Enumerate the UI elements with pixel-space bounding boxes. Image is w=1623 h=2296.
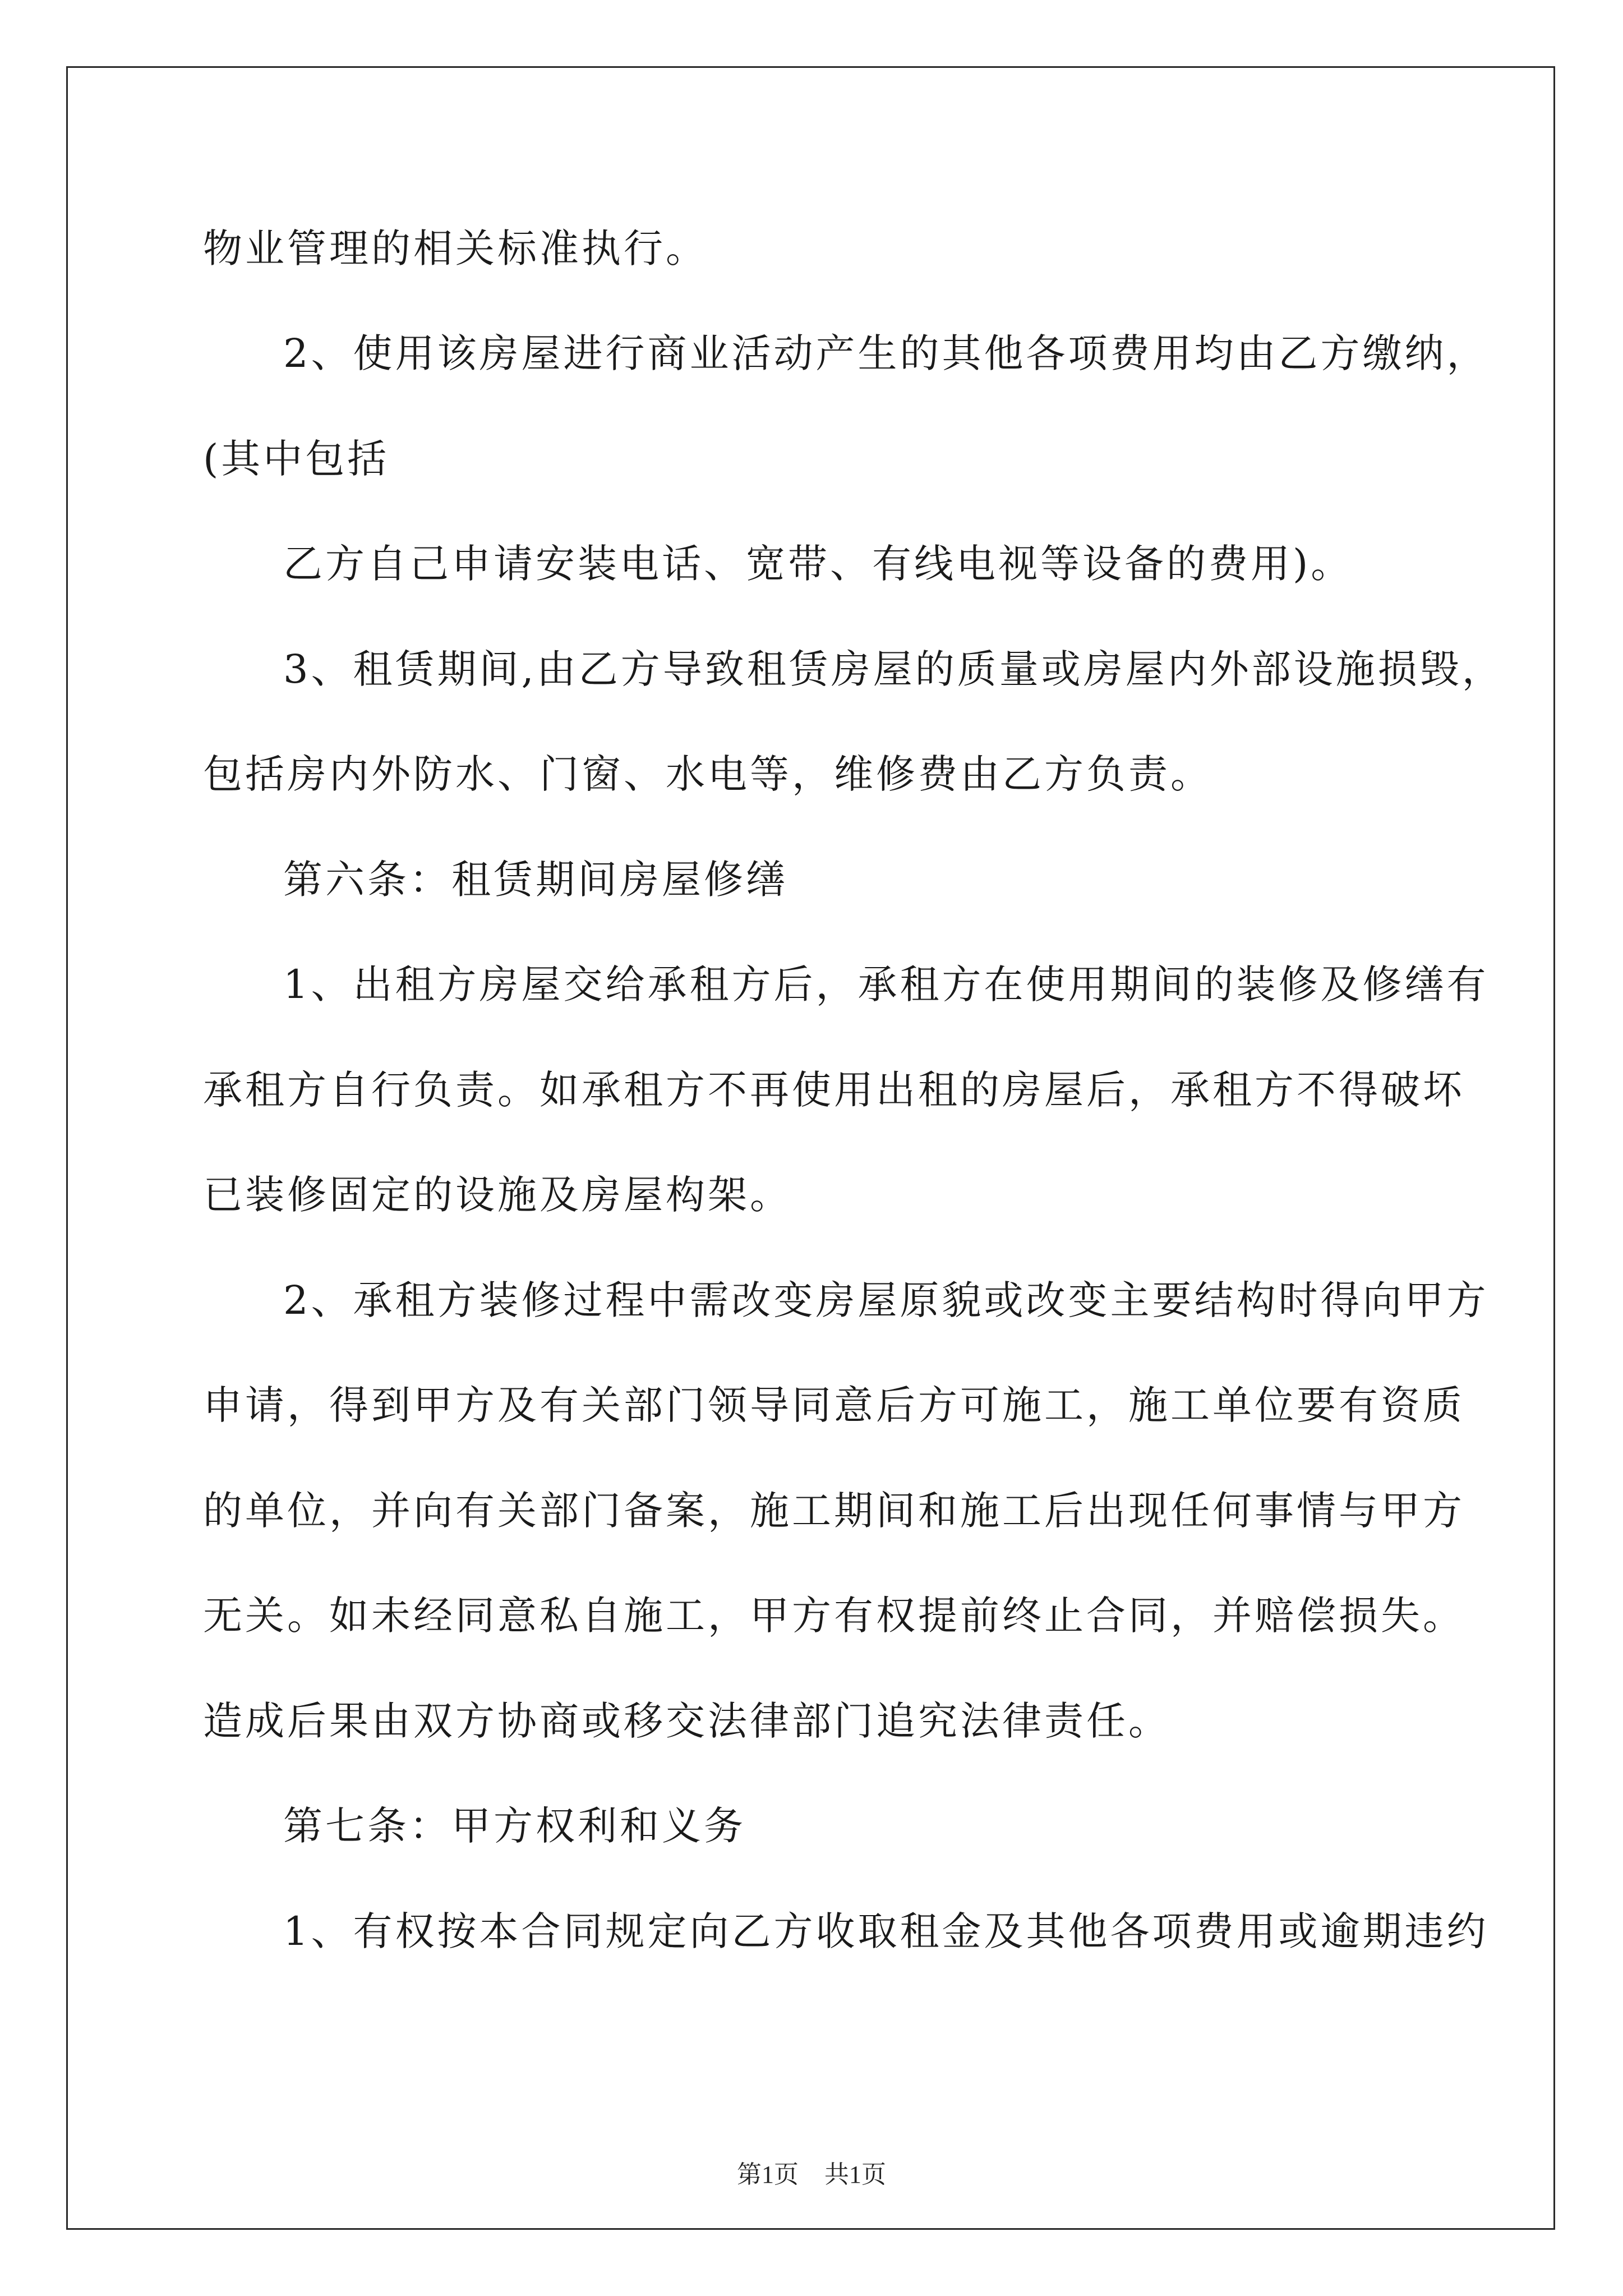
text-line: (其中包括 (203, 436, 390, 482)
text-line: 承租方自行负责。如承租方不再使用出租的房屋后，承租方不得破坏 (203, 1067, 1465, 1113)
text-line: 已装修固定的设施及房屋构架。 (203, 1172, 792, 1218)
section-heading: 第六条：租赁期间房屋修缮 (283, 857, 788, 903)
page-total: 共1页 (824, 2161, 886, 2188)
paragraph-line: 3、租赁期间,由乙方导致租赁房屋的质量或房屋内外部设施损毁， (283, 646, 1504, 692)
text-line: 无关。如未经同意私自施工，甲方有权提前终止合同，并赔偿损失。 (203, 1593, 1465, 1639)
page-number: 第1页 (737, 2161, 799, 2188)
text-line: 包括房内外防水、门窗、水电等，维修费由乙方负责。 (203, 751, 1212, 797)
paragraph-line: 乙方自己申请安装电话、宽带、有线电视等设备的费用)。 (283, 541, 1353, 587)
page-border (66, 66, 1555, 2230)
paragraph-line: 2、使用该房屋进行商业活动产生的其他各项费用均由乙方缴纳， (283, 330, 1489, 376)
paragraph-line: 1、有权按本合同规定向乙方收取租金及其他各项费用或逾期违约 (283, 1908, 1489, 1954)
page-footer (0, 2162, 1623, 2187)
text-line: 物业管理的相关标准执行。 (203, 226, 708, 272)
text-line: 的单位，并向有关部门备案，施工期间和施工后出现任何事情与甲方 (203, 1488, 1465, 1534)
text-line: 申请，得到甲方及有关部门领导同意后方可施工，施工单位要有资质 (203, 1382, 1465, 1428)
paragraph-line: 1、出租方房屋交给承租方后，承租方在使用期间的装修及修缮有 (283, 961, 1489, 1007)
paragraph-line: 2、承租方装修过程中需改变房屋原貌或改变主要结构时得向甲方 (283, 1277, 1489, 1323)
text-line: 造成后果由双方协商或移交法律部门追究法律责任。 (203, 1698, 1170, 1744)
section-heading: 第七条：甲方权利和义务 (283, 1803, 746, 1849)
